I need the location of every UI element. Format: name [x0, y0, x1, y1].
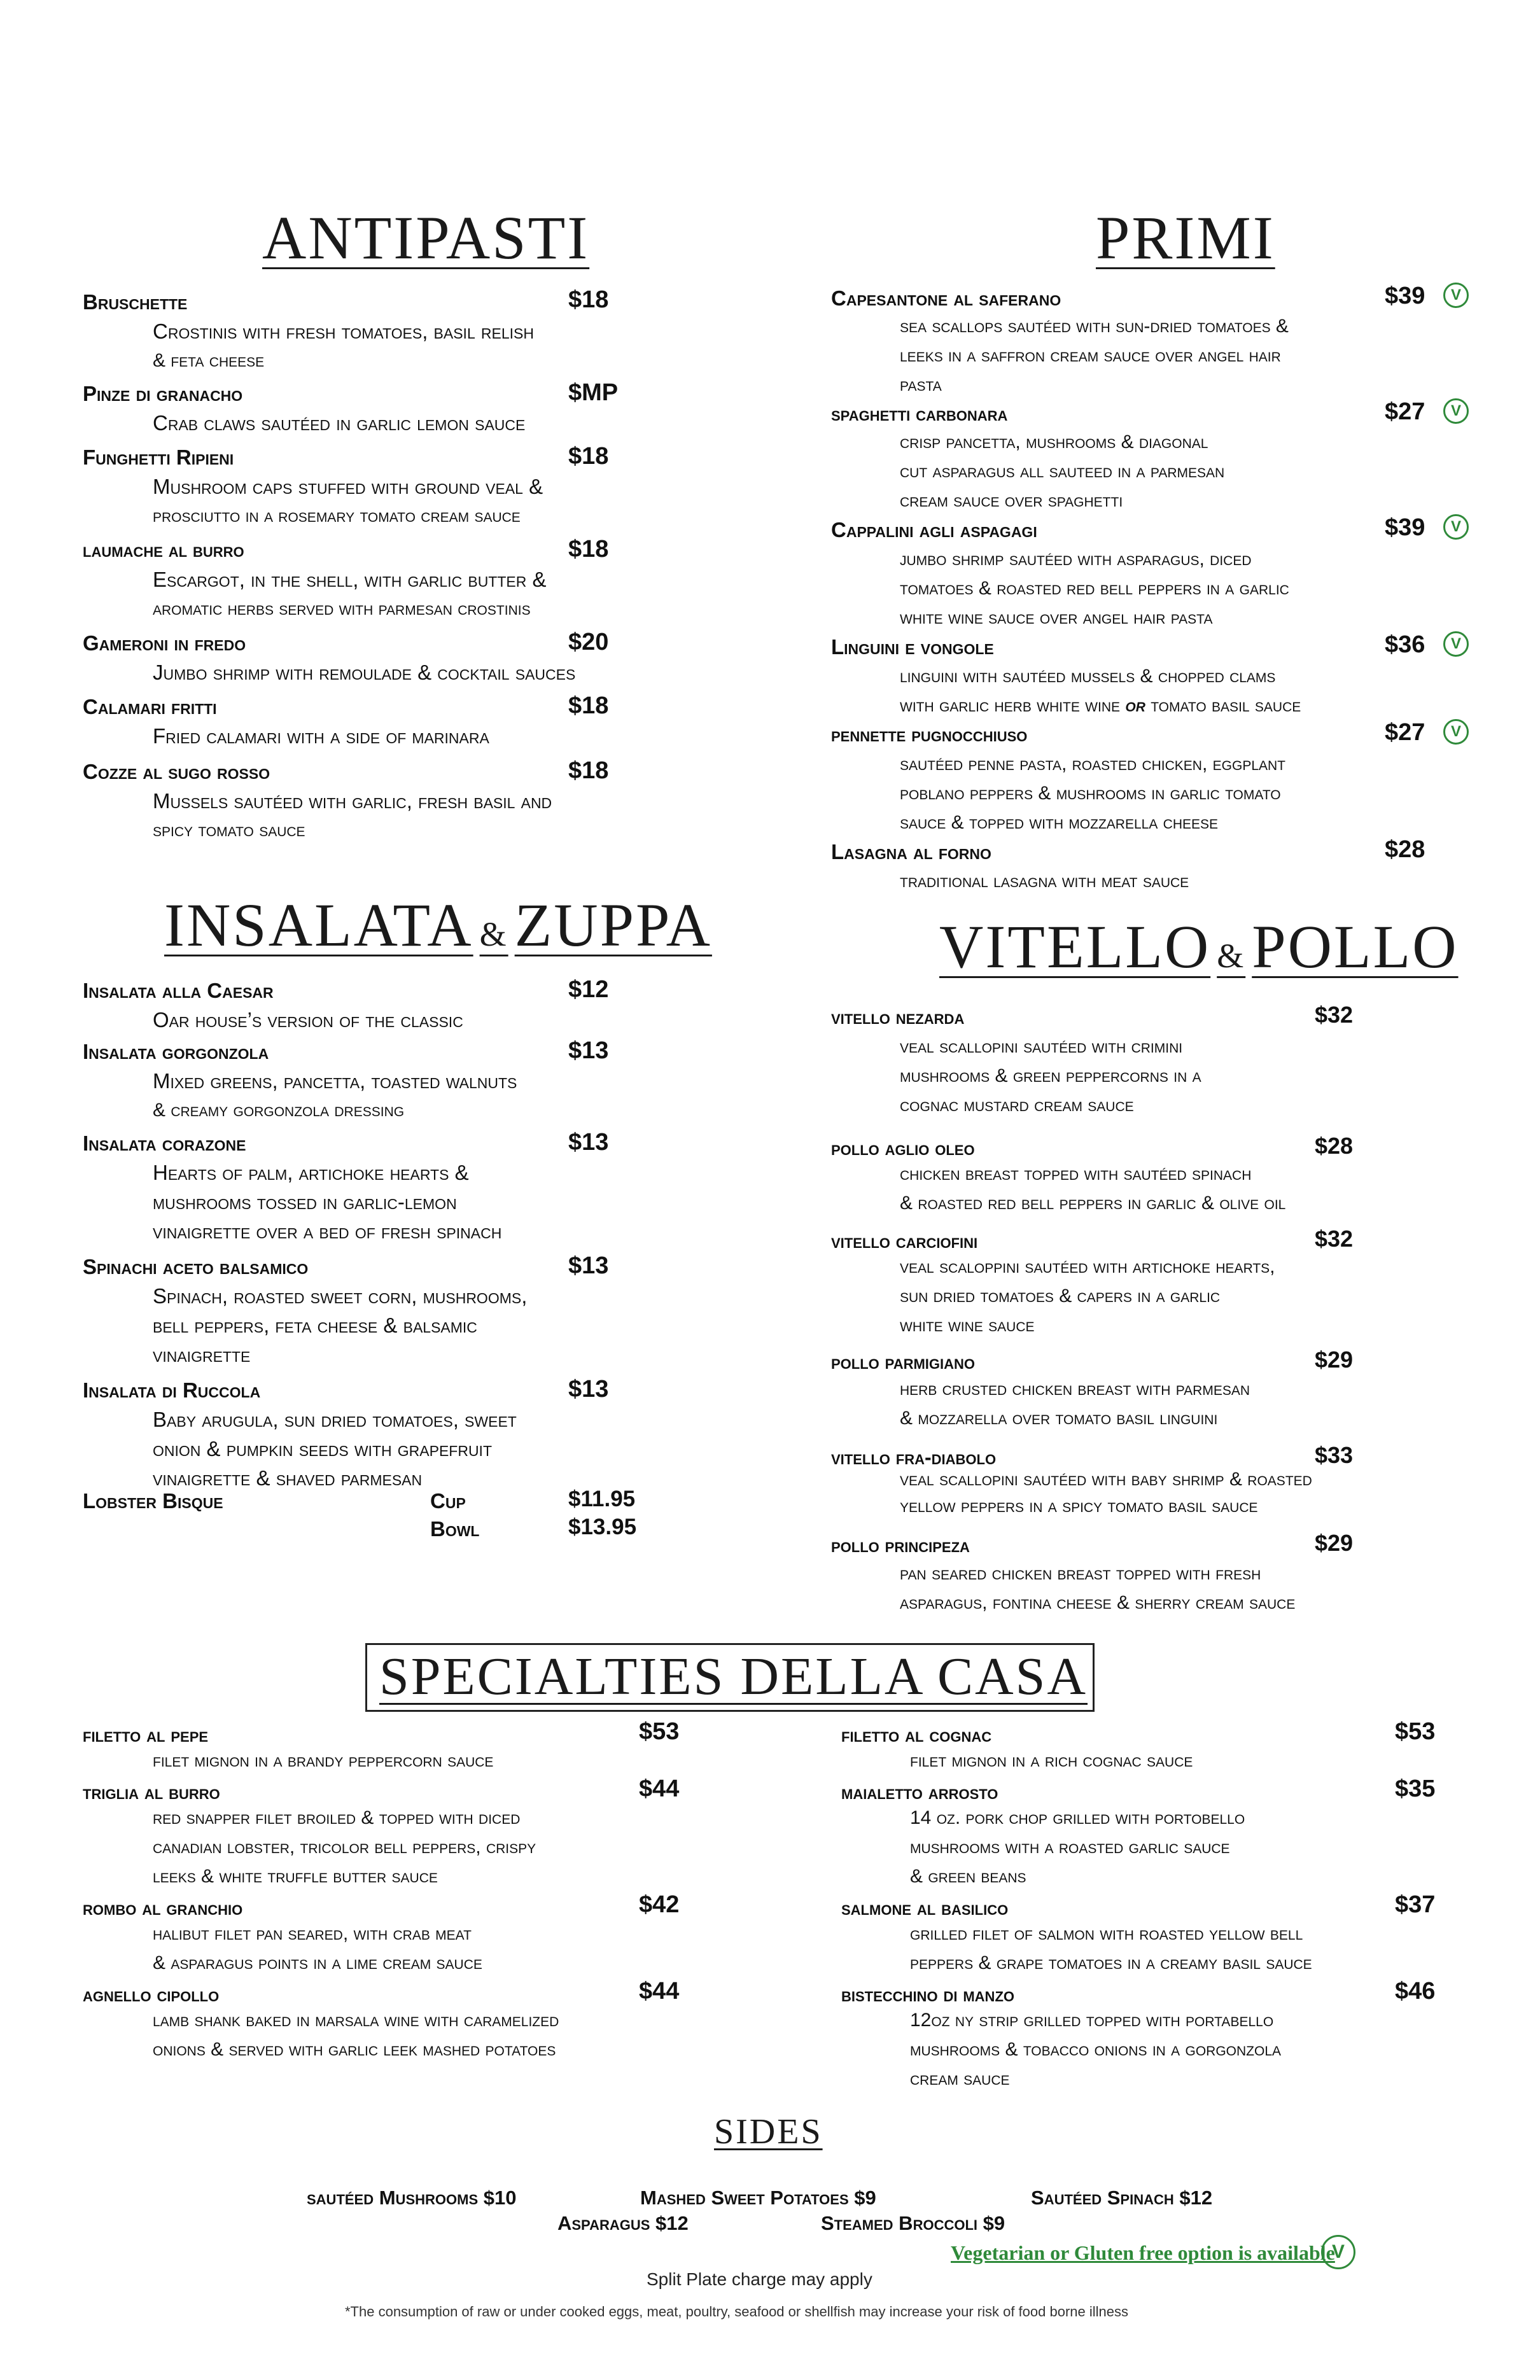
- item-name: pollo aglio oleo: [831, 1137, 975, 1159]
- item-desc: canadian lobster, tricolor bell peppers, crispy: [153, 1837, 536, 1858]
- item-desc: peppers & grape tomatoes in a creamy basil sauce: [910, 1952, 1312, 1973]
- item-desc: sea scallops sautéed with sun-dried tomatoes &: [900, 316, 1289, 337]
- item-price: $42: [639, 1891, 680, 1918]
- item-desc: linguini with sautéed mussels & chopped clams: [900, 666, 1276, 687]
- item-price: $46: [1395, 1978, 1436, 2005]
- item-desc: veal scallopini sautéed with crimini: [900, 1036, 1183, 1057]
- item-price: $32: [1315, 1226, 1354, 1252]
- item-name: spaghetti carbonara: [831, 402, 1008, 425]
- item-name: Insalata di Ruccola: [83, 1378, 261, 1402]
- item-desc: halibut filet pan seared, with crab meat: [153, 1923, 472, 1944]
- item-price: $MP: [568, 379, 619, 406]
- item-name: pollo principeza: [831, 1534, 970, 1557]
- item-name: Cozze al sugo rosso: [83, 760, 270, 783]
- item-desc: pan seared chicken breast topped with fresh: [900, 1563, 1261, 1584]
- item-name: Gameroni in fredo: [83, 631, 246, 655]
- item-price: $18: [568, 757, 609, 784]
- item-name: Funghetti Ripieni: [83, 445, 234, 469]
- item-price: $18: [568, 443, 609, 470]
- item-desc: vinaigrette: [153, 1343, 251, 1366]
- item-name: bistecchino di manzo: [841, 1983, 1014, 2006]
- item-desc: Mixed greens, pancetta, toasted walnuts: [153, 1069, 517, 1093]
- item-desc: tomatoes & roasted red bell peppers in a garlic: [900, 578, 1289, 599]
- item-name: Pinze di granacho: [83, 382, 243, 405]
- item-desc: onions & served with garlic leek mashed potatoes: [153, 2039, 556, 2060]
- item-desc: Crab claws sautéed in garlic lemon sauce: [153, 411, 526, 435]
- insalata-title: [164, 890, 712, 960]
- item-price: $33: [1315, 1442, 1354, 1468]
- item-desc: mushrooms tossed in garlic-lemon: [153, 1190, 457, 1214]
- item-desc: jumbo shrimp sautéed with asparagus, diced: [900, 549, 1252, 570]
- item-desc: Baby arugula, sun dried tomatoes, sweet: [153, 1408, 517, 1431]
- item-desc: vinaigrette over a bed of fresh spinach: [153, 1219, 502, 1243]
- side-item: sautéed Mushrooms $10: [307, 2187, 517, 2209]
- vitello-title-amp: &: [1217, 937, 1246, 975]
- item-name: Capesantone al saferano: [831, 286, 1061, 310]
- item-price: $13: [568, 1037, 609, 1064]
- item-desc: filet mignon in a brandy peppercorn sauce: [153, 1750, 494, 1771]
- vegetarian-icon: V: [1321, 2235, 1355, 2269]
- cup-price: $11.95: [568, 1487, 636, 1511]
- item-desc: sautéed penne pasta, roasted chicken, eggplant: [900, 753, 1286, 774]
- item-desc: Jumbo shrimp with remoulade & cocktail sauces: [153, 661, 576, 684]
- vitello-title-a: VITELLO: [939, 913, 1211, 981]
- item-desc: Escargot, in the shell, with garlic butter &: [153, 568, 547, 591]
- desc-part: tomato basil sauce: [1151, 695, 1301, 716]
- item-desc: leeks in a saffron cream sauce over angel hair: [900, 345, 1281, 366]
- vegetarian-icon: V: [1443, 719, 1469, 745]
- item-price: $29: [1315, 1347, 1354, 1373]
- item-desc: poblano peppers & mushrooms in garlic tomato: [900, 783, 1281, 804]
- item-desc: & feta cheese: [153, 350, 265, 371]
- item-price: $12: [568, 976, 609, 1003]
- sides-title: SIDES: [714, 2112, 823, 2152]
- item-desc: Oar house’s version of the classic: [153, 1008, 463, 1032]
- insalata-title-a: INSALATA: [164, 891, 473, 959]
- item-name: vitello nezarda: [831, 1005, 965, 1028]
- item-price: $37: [1395, 1891, 1436, 1918]
- item-desc: grilled filet of salmon with roasted yellow bell: [910, 1923, 1303, 1944]
- item-name: Insalata corazone: [83, 1131, 246, 1155]
- item-desc: pasta: [900, 374, 942, 395]
- item-name: Spinachi aceto balsamico: [83, 1255, 309, 1278]
- item-name: Calamari fritti: [83, 695, 217, 718]
- bowl-price: $13.95: [568, 1515, 637, 1539]
- item-price: $18: [568, 692, 609, 719]
- item-name: Cappalini agli aspagagi: [831, 518, 1037, 542]
- insalata-title-amp: &: [479, 915, 508, 953]
- item-desc: & creamy gorgonzola dressing: [153, 1100, 405, 1121]
- item-desc: cream sauce over spaghetti: [900, 490, 1123, 511]
- disclaimer: *The consumption of raw or under cooked eggs, meat, poultry, seafood or shellfish may increase your risk of food borne illness: [345, 2304, 1129, 2320]
- item-desc: yellow peppers in a spicy tomato basil sauce: [900, 1495, 1258, 1516]
- item-price: $32: [1315, 1002, 1354, 1028]
- item-desc: 12oz ny strip grilled topped with portabello: [910, 2010, 1274, 2031]
- item-name: salmone al basilico: [841, 1896, 1009, 1919]
- item-name: pennette pugnocchiuso: [831, 723, 1028, 746]
- item-name: Bruschette: [83, 290, 188, 314]
- item-name: Lobster Bisque: [83, 1489, 223, 1513]
- specialties-title: SPECIALTIES DELLA CASA: [379, 1647, 1088, 1706]
- item-price: $28: [1315, 1133, 1354, 1159]
- item-desc: & asparagus points in a lime cream sauce: [153, 1952, 482, 1973]
- vegetarian-icon: V: [1443, 398, 1469, 424]
- item-desc: & green beans: [910, 1866, 1026, 1887]
- item-price: $36: [1385, 631, 1425, 658]
- item-name: vitello carciofini: [831, 1229, 978, 1252]
- cup-label: Cup: [430, 1489, 466, 1513]
- item-name: Insalata alla Caesar: [83, 979, 274, 1002]
- item-price: $13: [568, 1129, 609, 1156]
- item-desc: Mussels sautéed with garlic, fresh basil and: [153, 789, 552, 813]
- item-price: $18: [568, 286, 609, 313]
- split-plate-note: Split Plate charge may apply: [647, 2269, 872, 2289]
- item-desc: Fried calamari with a side of marinara: [153, 724, 489, 748]
- item-desc: chicken breast topped with sautéed spinach: [900, 1163, 1252, 1184]
- item-desc: onion & pumpkin seeds with grapefruit: [153, 1437, 492, 1460]
- item-name: rombo al granchio: [83, 1896, 243, 1919]
- item-price: $39: [1385, 514, 1425, 541]
- item-desc: & roasted red bell peppers in garlic & olive oil: [900, 1193, 1286, 1214]
- item-name: Insalata gorgonzola: [83, 1040, 269, 1063]
- item-desc: cut asparagus all sauteed in a parmesan: [900, 461, 1225, 482]
- item-price: $18: [568, 536, 609, 563]
- item-desc: Hearts of palm, artichoke hearts &: [153, 1161, 469, 1184]
- bowl-label: Bowl: [430, 1517, 480, 1541]
- item-desc: sun dried tomatoes & capers in a garlic: [900, 1285, 1221, 1306]
- vegetarian-note: Vegetarian or Gluten free option is available: [951, 2241, 1335, 2264]
- item-name: pollo parmigiano: [831, 1350, 976, 1373]
- item-price: $27: [1385, 719, 1425, 746]
- item-desc: filet mignon in a rich cognac sauce: [910, 1750, 1193, 1771]
- item-name: triglia al burro: [83, 1781, 220, 1803]
- item-name: maialetto arrosto: [841, 1781, 998, 1803]
- item-price: $53: [1395, 1718, 1436, 1745]
- item-desc: spicy tomato sauce: [153, 820, 305, 841]
- item-desc: sauce & topped with mozzarella cheese: [900, 812, 1219, 833]
- primi-title: PRIMI: [1096, 204, 1275, 272]
- item-desc: [900, 691, 1301, 720]
- item-price: $13: [568, 1252, 609, 1279]
- item-price: $44: [639, 1775, 680, 1802]
- item-desc: traditional lasagna with meat sauce: [900, 871, 1189, 892]
- item-desc: asparagus, fontina cheese & sherry cream sauce: [900, 1592, 1296, 1613]
- item-desc: mushrooms with a roasted garlic sauce: [910, 1837, 1230, 1858]
- vitello-title: [939, 911, 1459, 982]
- vegetarian-icon: V: [1443, 283, 1469, 308]
- item-name: Linguini e vongole: [831, 635, 994, 659]
- item-price: $20: [568, 629, 609, 655]
- item-desc: & mozzarella over tomato basil linguini: [900, 1408, 1218, 1429]
- item-name: Lasagna al forno: [831, 840, 991, 864]
- item-price: $28: [1385, 836, 1425, 863]
- item-price: $53: [639, 1718, 680, 1745]
- item-price: $29: [1315, 1530, 1354, 1556]
- item-name: filetto al pepe: [83, 1723, 209, 1746]
- desc-or: or: [1125, 695, 1145, 716]
- item-desc: Mushroom caps stuffed with ground veal &: [153, 475, 543, 498]
- item-desc: white wine sauce over angel hair pasta: [900, 607, 1213, 628]
- vitello-title-b: POLLO: [1252, 913, 1459, 981]
- vegetarian-icon: V: [1443, 631, 1469, 657]
- item-price: $35: [1395, 1775, 1436, 1802]
- item-desc: mushrooms & green peppercorns in a: [900, 1065, 1201, 1086]
- item-desc: cream sauce: [910, 2068, 1010, 2089]
- item-price: $13: [568, 1376, 609, 1403]
- item-desc: mushrooms & tobacco onions in a gorgonzola: [910, 2039, 1282, 2060]
- item-price: $39: [1385, 283, 1425, 309]
- side-item: Sautéed Spinach $12: [1031, 2187, 1213, 2209]
- antipasti-title: ANTIPASTI: [262, 204, 590, 272]
- item-name: laumache al burro: [83, 538, 244, 561]
- item-desc: Crostinis with fresh tomatoes, basil relish: [153, 319, 534, 343]
- side-item: Asparagus $12: [557, 2212, 689, 2234]
- insalata-title-b: ZUPPA: [514, 891, 712, 959]
- item-desc: lamb shank baked in marsala wine with caramelized: [153, 2010, 559, 2031]
- item-desc: white wine sauce: [900, 1315, 1035, 1336]
- item-desc: bell peppers, feta cheese & balsamic: [153, 1313, 477, 1337]
- item-name: vitello fra-diabolo: [831, 1446, 997, 1469]
- item-desc: veal scallopini sautéed with baby shrimp & roasted: [900, 1469, 1312, 1490]
- desc-part: with garlic herb white wine: [900, 695, 1121, 716]
- item-desc: crisp pancetta, mushrooms & diagonal: [900, 431, 1208, 452]
- item-name: agnello cipollo: [83, 1983, 220, 2006]
- item-desc: cognac mustard cream sauce: [900, 1095, 1134, 1116]
- item-desc: 14 oz. pork chop grilled with portobello: [910, 1807, 1245, 1828]
- item-desc: leeks & white truffle butter sauce: [153, 1866, 438, 1887]
- item-desc: Spinach, roasted sweet corn, mushrooms,: [153, 1284, 528, 1308]
- item-desc: prosciutto in a rosemary tomato cream sauce: [153, 505, 521, 526]
- item-desc: vinaigrette & shaved parmesan: [153, 1466, 423, 1490]
- item-name: filetto al cognac: [841, 1723, 992, 1746]
- item-desc: veal scaloppini sautéed with artichoke hearts,: [900, 1256, 1275, 1277]
- side-item: Mashed Sweet Potatoes $9: [640, 2187, 876, 2209]
- side-item: Steamed Broccoli $9: [821, 2212, 1005, 2234]
- item-desc: red snapper filet broiled & topped with diced: [153, 1807, 521, 1828]
- vegetarian-icon: V: [1443, 514, 1469, 540]
- item-desc: herb crusted chicken breast with parmesan: [900, 1378, 1250, 1399]
- item-price: $27: [1385, 398, 1425, 425]
- item-price: $44: [639, 1978, 680, 2005]
- item-desc: aromatic herbs served with parmesan crostinis: [153, 598, 531, 619]
